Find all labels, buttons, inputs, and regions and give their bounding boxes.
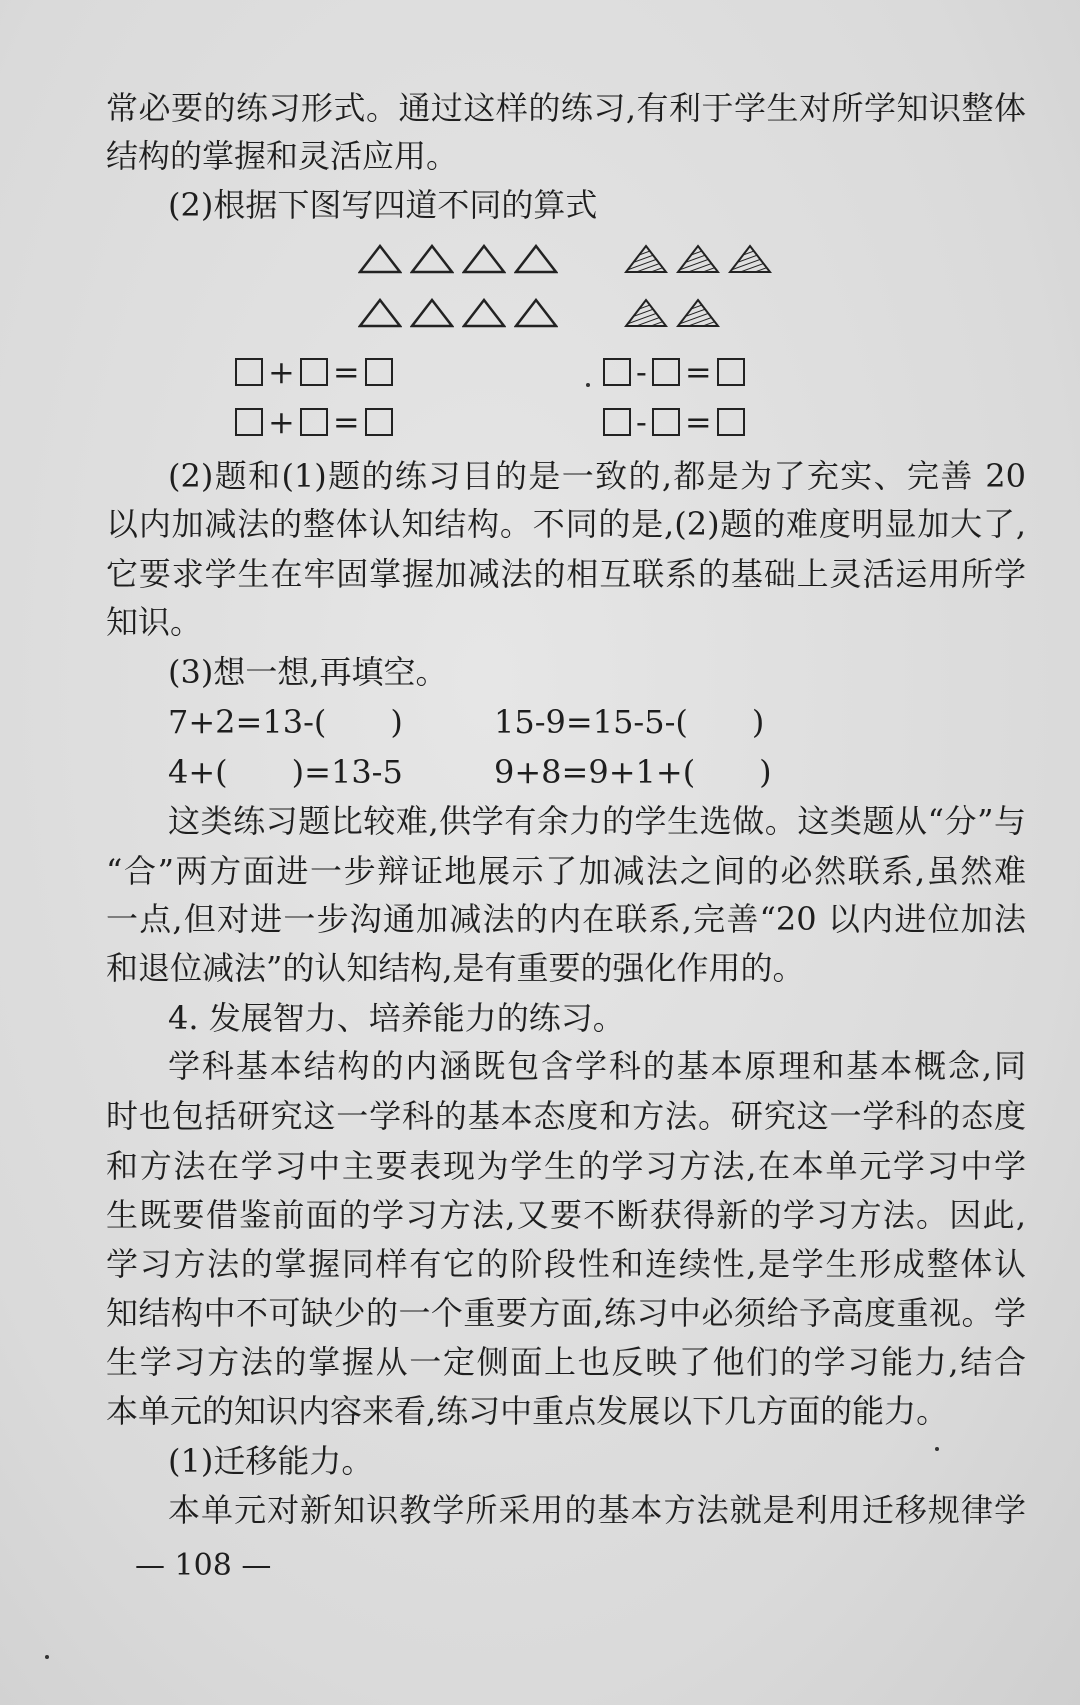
paragraph-line: 学科基本结构的内涵既包含学科的基本原理和基本概念,同 <box>168 1047 1026 1085</box>
addition-template <box>232 352 396 392</box>
paragraph-line: 结构的掌握和灵活应用。 <box>106 137 459 175</box>
answer-box <box>235 358 263 386</box>
answer-box <box>235 408 263 436</box>
paragraph-line: 本单元对新知识教学所采用的基本方法就是利用迁移规律学 <box>168 1491 1026 1529</box>
shaded-triangle-icon <box>728 244 772 274</box>
paragraph-line: 和方法在学习中主要表现为学生的学习方法,在本单元学习中学 <box>106 1147 1026 1185</box>
paragraph-line: 时也包括研究这一学科的基本态度和方法。研究这一学科的态度 <box>106 1097 1026 1135</box>
answer-box <box>300 408 328 436</box>
fill-in-equation: 15-9=15-5-( ) <box>494 703 765 741</box>
paragraph-line: 生既要借鉴前面的学习方法,又要不断获得新的学习方法。因此, <box>106 1196 1026 1234</box>
shaded-triangles-bottom <box>624 298 720 328</box>
triangle-icon <box>410 244 454 274</box>
paragraph-line: 这类练习题比较难,供学有余力的学生选做。这类题从“分”与 <box>168 802 1026 840</box>
page-number: — 108 — <box>135 1548 272 1583</box>
paragraph-line: 一点,但对进一步沟通加减法的内在联系,完善“20 以内进位加法 <box>106 900 1026 938</box>
answer-box <box>365 408 393 436</box>
paragraph-line: 常必要的练习形式。通过这样的练习,有利于学生对所学知识整体 <box>106 89 1026 127</box>
shaded-triangle-icon <box>624 298 668 328</box>
outline-triangles-bottom <box>358 298 558 328</box>
shaded-triangle-icon <box>624 244 668 274</box>
fill-in-equation: 7+2=13-( ) <box>168 703 403 741</box>
paragraph-line: 知识。 <box>106 603 203 641</box>
equals-sign: = <box>332 353 360 391</box>
answer-box <box>603 408 631 436</box>
answer-box <box>717 408 745 436</box>
shaded-triangle-icon <box>676 244 720 274</box>
answer-box <box>717 358 745 386</box>
triangle-icon <box>410 298 454 328</box>
triangle-icon <box>514 244 558 274</box>
subtraction-template <box>600 402 748 442</box>
minus-sign: - <box>636 403 647 441</box>
shaded-triangle-icon <box>676 298 720 328</box>
triangle-icon <box>358 298 402 328</box>
paragraph-line: 本单元的知识内容来看,练习中重点发展以下几方面的能力。 <box>106 1392 949 1430</box>
triangle-icon <box>462 244 506 274</box>
addition-template <box>232 402 396 442</box>
answer-box <box>652 408 680 436</box>
shaded-triangles-top <box>624 244 772 274</box>
exercise-heading: (2)根据下图写四道不同的算式 <box>168 186 598 224</box>
fill-in-equation: 4+( )=13-5 <box>168 753 403 791</box>
section-heading: 4. 发展智力、培养能力的练习。 <box>168 999 625 1037</box>
answer-box <box>365 358 393 386</box>
outline-triangles-top <box>358 244 558 274</box>
triangle-icon <box>358 244 402 274</box>
minus-sign: - <box>636 353 647 391</box>
answer-box <box>300 358 328 386</box>
paragraph-line: 和退位减法”的认知结构,是有重要的强化作用的。 <box>106 949 805 987</box>
subsection-heading: (1)迁移能力。 <box>168 1442 374 1480</box>
paragraph-line: 学习方法的掌握同样有它的阶段性和连续性,是学生形成整体认 <box>106 1245 1026 1283</box>
print-speck <box>45 1655 49 1659</box>
fill-in-equation: 9+8=9+1+( ) <box>494 753 772 791</box>
answer-box <box>603 358 631 386</box>
print-speck <box>935 1447 939 1451</box>
equals-sign: = <box>684 353 712 391</box>
equals-sign: = <box>332 403 360 441</box>
equals-sign: = <box>684 403 712 441</box>
triangle-icon <box>514 298 558 328</box>
plus-sign: + <box>268 353 295 391</box>
print-speck <box>586 383 590 387</box>
plus-sign: + <box>268 403 295 441</box>
paragraph-line: 知结构中不可缺少的一个重要方面,练习中必须给予高度重视。学 <box>106 1294 1026 1332</box>
paragraph-line: (2)题和(1)题的练习目的是一致的,都是为了充实、完善 20 <box>168 457 1026 495</box>
subtraction-template <box>600 352 748 392</box>
paragraph-line: 生学习方法的掌握从一定侧面上也反映了他们的学习能力,结合 <box>106 1343 1026 1381</box>
triangle-icon <box>462 298 506 328</box>
paragraph-line: “合”两方面进一步辩证地展示了加减法之间的必然联系,虽然难 <box>106 852 1026 890</box>
paragraph-line: 它要求学生在牢固掌握加减法的相互联系的基础上灵活运用所学 <box>106 555 1026 593</box>
paragraph-line: 以内加减法的整体认知结构。不同的是,(2)题的难度明显加大了, <box>106 505 1026 543</box>
answer-box <box>652 358 680 386</box>
exercise-heading: (3)想一想,再填空。 <box>168 653 448 691</box>
